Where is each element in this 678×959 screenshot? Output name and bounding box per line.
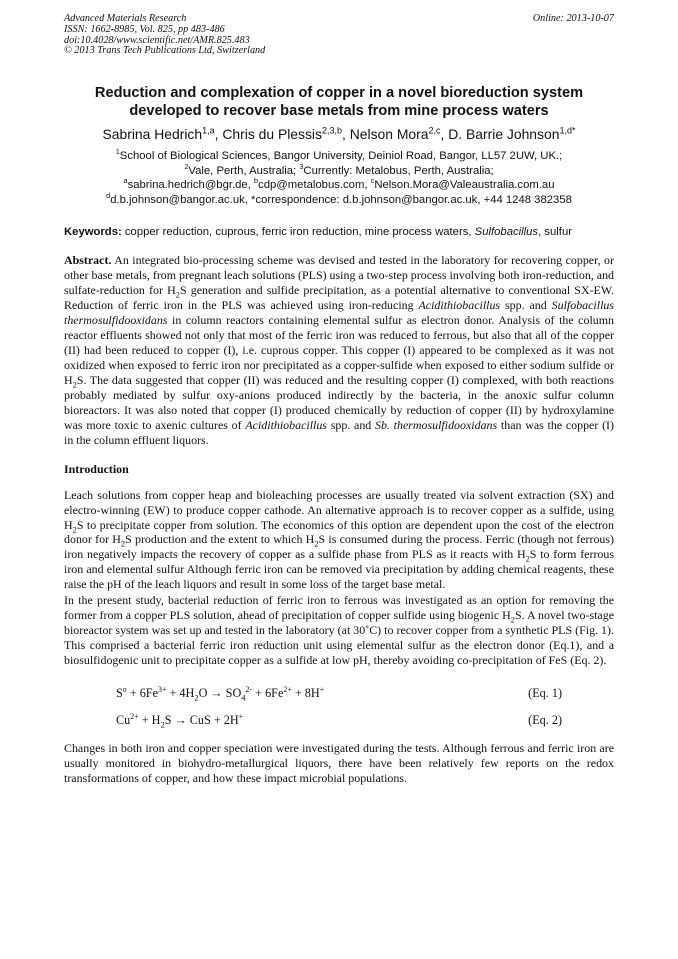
equation-body <box>116 713 243 728</box>
subscript: 2 <box>72 524 77 534</box>
abstract <box>64 253 614 447</box>
author-superscript: 2,3,b <box>321 125 343 136</box>
author-name: Sabrina Hedrich <box>102 126 203 143</box>
author-name: D. Barrie Johnson <box>448 126 560 143</box>
equation-body <box>116 686 324 701</box>
body-text: S to form ferrous iron and elemental sulfur Although ferric iron can be removed via precipitation by adding chemical reagents, these raise the pH of the leach liquors and result in some loss of the target base metal. <box>64 547 614 592</box>
email-mark: d <box>106 190 111 200</box>
body-text: In the present study, bacterial reduction of ferric iron to ferrous was investigated as an option for removing the former from a copper PLS solution, ahead of precipitation of copper sulfide using biogenic H <box>64 593 614 623</box>
eq-sup: + <box>238 711 244 721</box>
equation-2 <box>64 713 614 728</box>
email-text: Nelson.Mora@Valeaustralia.com.au <box>374 179 555 192</box>
eq-sup: + <box>319 684 325 694</box>
eq-term: O → SO <box>198 686 242 701</box>
subscript: 2 <box>120 539 126 549</box>
eq-sup: o <box>122 684 127 694</box>
abstract-text: S. The data suggested that copper (II) was reduced and the resulting copper (I) complexed, with both reactions probably mediated by sulfur oxy-anions produced indirectly by the bacteria, in the anoxic sulfur column bioreactors. It was also noted that copper (I) produced chemically by reduction of copper (II) by hydroxylamine was more toxic to axenic cultures of <box>64 372 614 432</box>
species-name: Sulfobacillus thermosulfidooxidans <box>64 298 614 328</box>
eq-term: Cu <box>116 713 131 728</box>
online-date: Online: 2013-10-07 <box>532 13 614 24</box>
keywords-label: Keywords: <box>64 226 122 238</box>
email-mark: b <box>254 176 259 186</box>
subscript: 2 <box>510 615 515 625</box>
abstract-text: in column reactors containing elemental sulfur as electron donor. Analysis of the column reactor effluents showed not only that most of the ferric iron was reduced to ferrous, but also that all of the copper (II) had been reduced to copper (I), i.e. cuprous copper. This copper (I) appeared to be complexed as it was not oxidized when exposed to ferric iron nor precipitated as a copper-sulfide when exposed to either sodium sulfide or H <box>64 313 614 387</box>
subscript: 2 <box>72 380 77 390</box>
affiliations <box>64 149 614 207</box>
intro-paragraph-3: Changes in both iron and copper speciation were investigated during the tests. Although ferrous and ferric iron are usually monitored in biohydro-metallurgical liquors, there have been relatively few reports on the redox transformations of copper, and how these impact microbial populations. <box>64 741 614 785</box>
eq-term: S → CuS + 2H <box>164 713 239 728</box>
doi-line: doi:10.4028/www.scientific.net/AMR.825.483 <box>64 34 250 46</box>
abstract-text: spp. and <box>500 298 552 313</box>
eq-term: + 4H <box>166 686 195 701</box>
author-separator: , <box>214 126 223 143</box>
body-text: Leach solutions from copper heap and bioleaching processes are usually treated via solvent extraction (SX) and electro-winning (EW) to produce copper cathode. An alternative approach is to recover copper as a sulfide, using H <box>64 487 614 532</box>
equation-1 <box>64 686 614 701</box>
affiliation-email-line <box>64 190 614 207</box>
equation-label: (Eq. 1) <box>528 686 562 701</box>
eq-sup: 2+ <box>130 711 139 721</box>
keywords-italic: Sulfobacillus <box>474 226 539 238</box>
affiliation-line <box>64 149 614 163</box>
eq-term: + H <box>138 713 161 728</box>
paper-page <box>64 14 614 786</box>
subscript: 2 <box>175 290 180 300</box>
affiliation-mark: 2 <box>184 162 189 172</box>
affiliation-mark: 1 <box>115 147 120 157</box>
abstract-label: Abstract. <box>64 253 112 268</box>
title-line-2: developed to recover base metals from mine process waters <box>129 102 549 119</box>
abstract-text: An integrated bio-processing scheme was devised and tested in the laboratory for recovering copper, or other base metals, from pregnant leach solutions (PLS) using a two-step process involving both iron-reduction, and sulfate-reduction for H <box>64 253 615 298</box>
issn-line: ISSN: 1662-8985, Vol. 825, pp 483-486 <box>64 23 225 35</box>
email-text: cdp@metalobus.com, <box>258 179 371 192</box>
email-mark: c <box>370 176 375 186</box>
affiliation-line <box>64 164 614 178</box>
abstract-text: S generation and sulfide precipitation, as a potential alternative to conventional SX-EW. Reduction of ferric iron in the PLS was achieved using iron-reducing <box>64 283 614 313</box>
keywords-text: copper reduction, cuprous, ferric iron reduction, mine process waters, <box>124 226 475 238</box>
affiliation-text: Currently: Metalobus, Perth, Australia; <box>303 164 494 177</box>
body-text: S production and the extent to which H <box>125 532 315 547</box>
eq-sup: 2+ <box>283 684 292 694</box>
eq-sub: 2 <box>194 692 199 703</box>
intro-paragraph-1 <box>64 488 614 593</box>
affiliation-mark: 3 <box>299 162 304 172</box>
author-name: Chris du Plessis <box>222 126 322 143</box>
subscript: 2 <box>525 554 530 564</box>
species-name: Sb. thermosulfidooxidans <box>375 417 498 432</box>
body-text: S. A novel two-stage bioreactor system was set up and tested in the laboratory (at 30˚C) to recover copper from a synthetic PLS (Fig. 1). This comprised a bacterial ferric iron reduction unit using elemental sulfur as the electron donor (Eq.1), and a biosulfidogenic unit to precipitate copper as a sulfide at low pH, thereby avoiding co-precipitation of FeS (Eq. 2). <box>64 608 614 668</box>
species-name: Acidithiobacillus <box>245 417 327 432</box>
abstract-text: spp. and <box>326 417 376 432</box>
equation-label: (Eq. 2) <box>528 713 562 728</box>
section-heading: Introduction <box>64 461 129 476</box>
email-mark: a <box>123 176 128 186</box>
author-separator: , <box>440 126 449 143</box>
eq-sup: 3+ <box>158 684 167 694</box>
eq-term: + 8H <box>291 686 320 701</box>
email-text: sabrina.hedrich@bgr.de, <box>127 179 254 192</box>
author-list <box>64 126 614 143</box>
paper-title <box>64 85 614 120</box>
affiliation-text: School of Biological Sciences, Bangor University, Deiniol Road, Bangor, LL57 2UW, UK.; <box>119 150 563 163</box>
eq-term: + 6Fe <box>126 686 158 701</box>
copyright-line: © 2013 Trans Tech Publications Ltd, Switzerland <box>64 45 266 57</box>
keywords-tail: , sulfur <box>538 226 572 238</box>
journal-header <box>64 14 614 57</box>
author-superscript: 2,c <box>428 125 441 136</box>
email-text: d.b.johnson@bangor.ac.uk, *correspondence: d.b.johnson@bangor.ac.uk, +44 1248 382358 <box>110 193 572 206</box>
subscript: 2 <box>314 539 319 549</box>
author-separator: , <box>342 126 350 143</box>
affiliation-text: Vale, Perth, Australia; <box>188 164 300 177</box>
eq-sub: 4 <box>241 692 246 703</box>
author-name: Nelson Mora <box>349 126 429 143</box>
abstract-text: than was the copper (I) in the column effluent liquors. <box>64 417 615 447</box>
eq-sup: 2- <box>245 684 253 694</box>
keywords <box>64 225 614 239</box>
species-name: Acidithiobacillus <box>418 298 501 313</box>
intro-paragraph-2 <box>64 593 614 668</box>
affiliation-email-line <box>64 178 614 192</box>
author-superscript: 1,a <box>202 125 215 136</box>
title-line-1: Reduction and complexation of copper in a novel bioreduction system <box>94 85 584 102</box>
body-text: S is consumed during the process. Ferric (though not ferrous) iron negatively impacts the recovery of copper as a sulfide phase from PLS as it reacts with H <box>64 532 615 562</box>
author-superscript: 1,d* <box>559 125 576 136</box>
journal-name: Advanced Materials Research <box>64 13 187 24</box>
eq-term: S <box>116 686 123 701</box>
body-text: S to precipitate copper from solution. The economics of this option are dependent upon the cost of the electron donor for H <box>64 517 614 547</box>
eq-term: + 6Fe <box>252 686 284 701</box>
eq-sub: 2 <box>160 719 165 730</box>
